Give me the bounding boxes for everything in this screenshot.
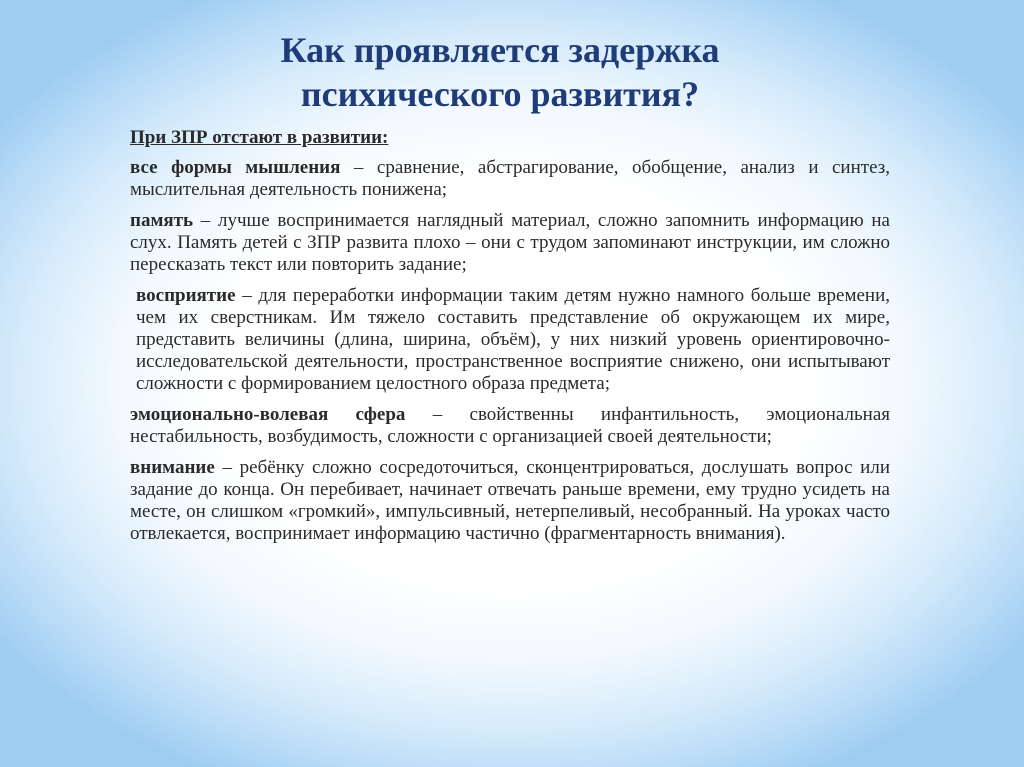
paragraph-attention bbox=[130, 457, 890, 545]
text-perception: – для переработки информации таким детям нужно намного больше времени, чем их сверстникам. Им тяжело составить представление об окружающем их мире, представить величины (длина, ширина, объём), у них низкий уровень ориентировочно-исследовательской деятельности, пространственное восприятие снижено, они испытывают сложности с формированием целостного образа предмета; bbox=[136, 285, 890, 394]
slide-title-line-2: психического развития? bbox=[300, 74, 700, 114]
text-attention: – ребёнку сложно сосредоточиться, сконцентрироваться, дослушать вопрос или задание до конца. Он перебивает, начинает отвечать раньше времени, ему трудно усидеть на месте, он слишком «громкий», импульсивный, нетерпеливый, несобранный. На уроках часто отвлекается, воспринимает информацию частично (фрагментарность внимания). bbox=[130, 457, 890, 544]
text-memory: – лучше воспринимается наглядный материал, сложно запомнить информацию на слух. Память детей с ЗПР развита плохо – они с трудом запоминают инструкции, им сложно пересказать текст или повторить задание; bbox=[130, 210, 890, 275]
term-memory: память bbox=[130, 210, 194, 231]
term-perception: восприятие bbox=[136, 285, 236, 306]
subheading: При ЗПР отстают в развитии: bbox=[130, 127, 389, 148]
slide-body bbox=[130, 127, 890, 554]
paragraph-emotional-volitional bbox=[130, 404, 890, 448]
term-attention: внимание bbox=[130, 457, 215, 478]
term-emotional-volitional: эмоционально-волевая сфера bbox=[130, 404, 406, 425]
slide-title bbox=[150, 28, 850, 116]
text-thinking: – сравнение, абстрагирование, обобщение, анализ и синтез, мыслительная деятельность понижена; bbox=[130, 157, 890, 200]
text-emotional-volitional: – свойственны инфантильность, эмоциональная нестабильность, возбудимость, сложности с организацией своей деятельности; bbox=[130, 404, 890, 447]
slide-title-line-1: Как проявляется задержка bbox=[280, 30, 720, 70]
term-thinking: все формы мышления bbox=[130, 157, 341, 178]
paragraph-thinking bbox=[130, 157, 890, 201]
paragraph-memory bbox=[130, 210, 890, 276]
paragraph-perception bbox=[130, 285, 890, 395]
